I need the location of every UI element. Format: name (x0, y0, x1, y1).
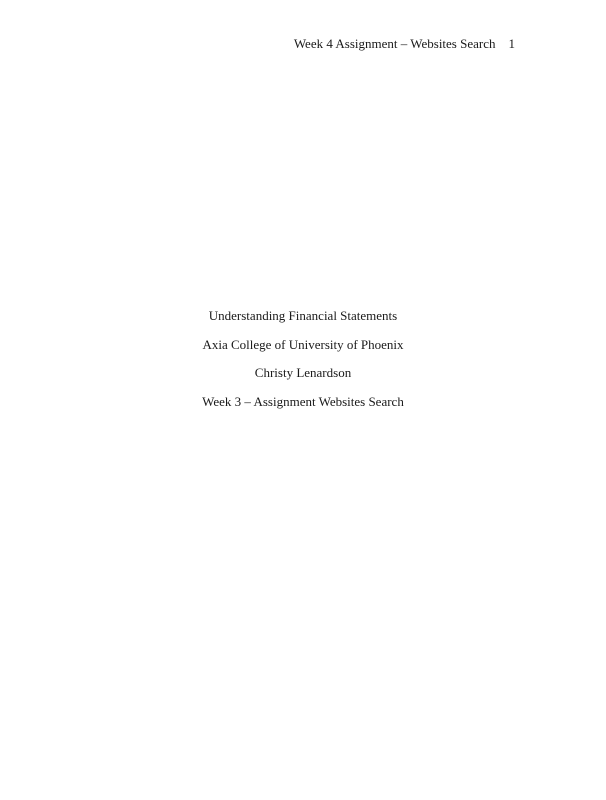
title-line-institution: Axia College of University of Phoenix (202, 336, 404, 352)
page-number: 1 (508, 36, 515, 51)
title-line-author: Christy Lenardson (254, 365, 352, 380)
page-header (0, 36, 515, 51)
running-head: Week 4 Assignment – Websites Search (293, 36, 496, 51)
title-line-assignment: Week 3 – Assignment Websites Search (202, 393, 404, 409)
title-line-paper-title: Understanding Financial Statements (208, 308, 398, 323)
title-block (0, 302, 606, 416)
